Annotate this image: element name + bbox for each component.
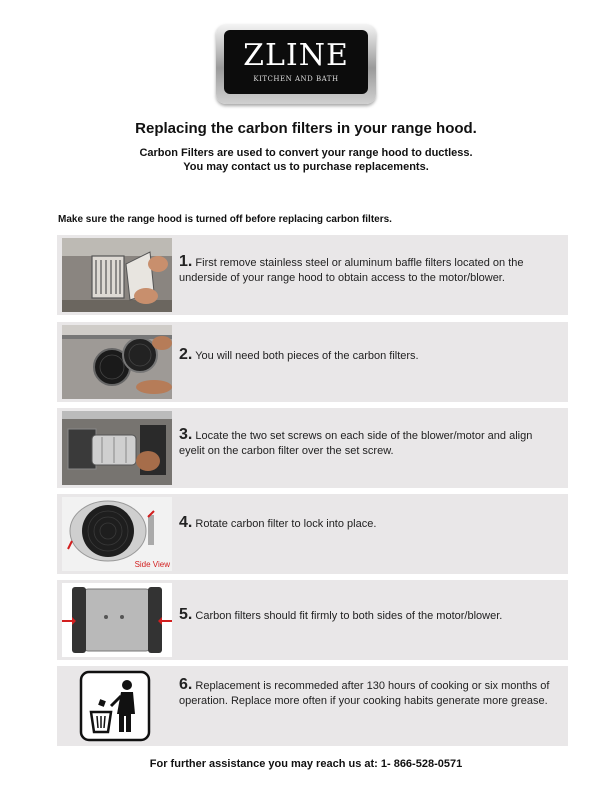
page-title: Replacing the carbon filters in your range hood.	[135, 120, 477, 137]
step-3-description: Locate the two set screws on each side of the blower/motor and align eyelit on the carbon filter over the set screw.	[179, 430, 533, 457]
footer-contact: For further assistance you may reach us at: 1- 866-528-0571	[149, 758, 463, 770]
step-3-text	[179, 428, 560, 458]
step-4-photo	[62, 497, 172, 571]
step-5-photo	[62, 583, 172, 657]
side-view-label: Side View	[134, 560, 170, 569]
step-3-photo	[62, 411, 172, 485]
step-1-number: 1.	[179, 253, 193, 270]
page-subtitle	[0, 146, 612, 174]
step-3-number: 3.	[179, 426, 193, 443]
subtitle-line: Carbon Filters are used to convert your range hood to ductless.	[139, 147, 473, 159]
step-5-text	[179, 608, 560, 624]
step-6-text	[179, 678, 560, 708]
logo-wordmark: ZLINE	[243, 38, 349, 73]
step-4-panel	[57, 494, 568, 574]
warning-text: Make sure the range hood is turned off before replacing carbon filters.	[58, 214, 392, 225]
logo-tagline: KITCHEN AND BATH	[253, 75, 339, 83]
step-2-photo	[62, 325, 172, 399]
logo-badge	[224, 30, 368, 94]
step-4-number: 4.	[179, 514, 193, 531]
step-2-description: You will need both pieces of the carbon filters.	[195, 350, 419, 362]
step-2-text	[179, 348, 560, 364]
step-5-number: 5.	[179, 606, 193, 623]
step-1-photo	[62, 238, 172, 312]
step-3-panel	[57, 408, 568, 488]
step-5-panel	[57, 580, 568, 660]
step-6-panel	[57, 666, 568, 746]
step-5-description: Carbon filters should fit firmly to both sides of the motor/blower.	[195, 610, 503, 622]
step-1-description: First remove stainless steel or aluminum baffle filters located on the underside of your range hood to obtain access to the motor/blower.	[179, 257, 524, 284]
subtitle-line: You may contact us to purchase replacements.	[183, 161, 429, 173]
step-6-description: Replacement is recommeded after 130 hours of cooking or six months of operation. Replace more often if your cooking habits generate more grease.	[179, 680, 550, 707]
trash-icon	[77, 668, 153, 744]
step-4-text	[179, 516, 560, 532]
step-1-panel	[57, 235, 568, 315]
step-6-number: 6.	[179, 676, 193, 693]
step-2-panel	[57, 322, 568, 402]
step-4-description: Rotate carbon filter to lock into place.	[195, 518, 377, 530]
step-2-number: 2.	[179, 346, 193, 363]
step-1-text	[179, 255, 560, 285]
zline-logo	[216, 24, 376, 104]
